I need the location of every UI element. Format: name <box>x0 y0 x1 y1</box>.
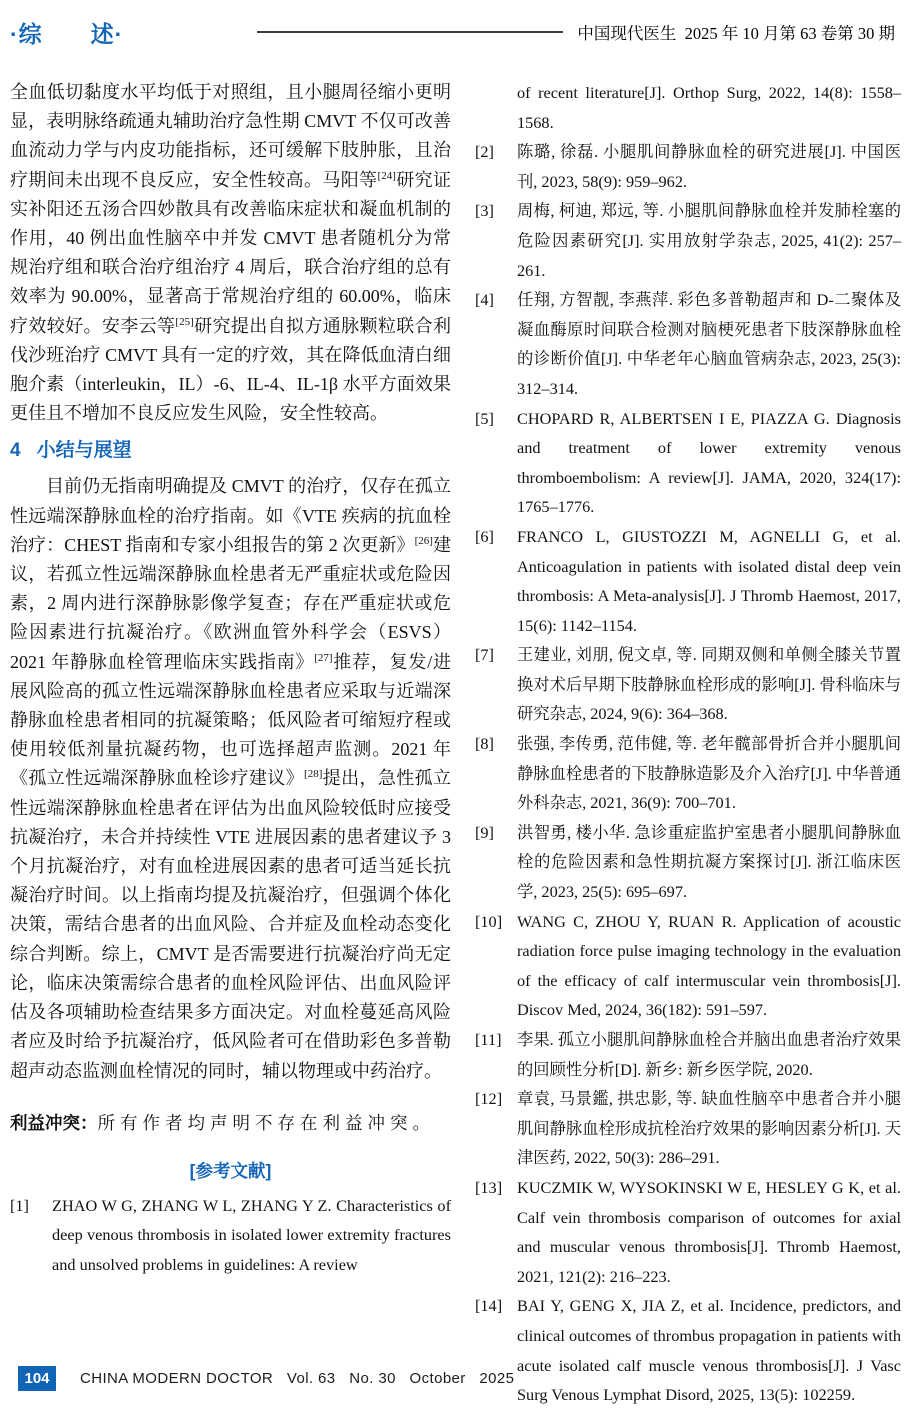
reference-number: [1] <box>10 1195 29 1215</box>
reference-number: [8] <box>475 734 494 754</box>
reference-item <box>475 1025 901 1084</box>
reference-item <box>475 1084 901 1173</box>
text-run: 目前仍无指南明确提及 CMVT 的治疗，仅存在孤立性远端深静脉血栓的治疗指南。如《VTE 疾病的抗血栓治疗：CHEST 指南和专家小组报告的第 2 次更新》 <box>10 476 451 555</box>
reference-item <box>475 907 901 1025</box>
reference-item <box>475 1291 901 1409</box>
reference-text: KUCZMIK W, WYSOKINSKI W E, HESLEY G K, et al. Calf vein thrombosis comparison of outcomes for axial and muscular venous thrombosis[J]. Thromb Haemost, 2021, 121(2): 216–223. <box>517 1177 901 1286</box>
reference-item <box>475 196 901 285</box>
conflict-of-interest-statement <box>10 1108 451 1138</box>
reference-number: [10] <box>475 911 503 931</box>
reference-continuation-line: of recent literature[J]. Orthop Surg, 2022, 14(8): 1558–1568. <box>517 83 901 132</box>
reference-item <box>475 640 901 729</box>
citation-superscript: [24] <box>377 169 396 182</box>
citation-superscript: [28] <box>304 768 323 781</box>
header-divider-line <box>257 31 563 33</box>
reference-text: 章袁, 马景鑑, 拱忠影, 等. 缺血性脑卒中患者合并小腿肌间静脉血栓形成抗栓治疗效果的影响因素分析[J]. 天津医药, 2022, 50(3): 286–291. <box>517 1089 901 1168</box>
reference-number: [12] <box>475 1089 503 1109</box>
reference-item <box>475 522 901 640</box>
journal-issue-info: 中国现代医生 2025 年 10 月第 63 卷第 30 期 <box>577 24 895 43</box>
reference-number: [3] <box>475 201 494 221</box>
left-column <box>10 78 451 1410</box>
reference-number: [13] <box>475 1177 503 1197</box>
references-heading: [参考文献] <box>189 1160 272 1181</box>
reference-number: [4] <box>475 290 494 310</box>
reference-number: [9] <box>475 822 494 842</box>
footer-journal-line: CHINA MODERN DOCTOR Vol. 63 No. 30 October 2025 <box>80 1369 515 1387</box>
reference-item <box>475 1173 901 1291</box>
reference-text: WANG C, ZHOU Y, RUAN R. Application of acoustic radiation force pulse imaging technology in the evaluation of the efficacy of calf intermuscular vein thrombosis[J]. Discov Med, 2024, 36(182): 591–597. <box>517 911 901 1020</box>
reference-number: [14] <box>475 1296 503 1316</box>
section-heading <box>10 438 451 464</box>
reference-number: [7] <box>475 645 494 665</box>
page-header <box>10 14 895 50</box>
right-column <box>475 78 901 1410</box>
reference-list-left <box>10 1191 451 1280</box>
reference-text: 陈璐, 徐磊. 小腿肌间静脉血栓的研究进展[J]. 中国医刊, 2023, 58(9): 959–962. <box>517 142 901 191</box>
text-run: 建议，若孤立性远端深静脉血栓患者无严重症状或危险因素，2 周内进行深静脉影像学复查；存在严重症状或危险因素进行抗凝治疗。《欧洲血管外科学会（ESVS）2021 年静脉血栓管理临床实践指南》 <box>10 534 452 672</box>
reference-text: 任翔, 方智靓, 李燕萍. 彩色多普勒超声和 D-二聚体及凝血酶原时间联合检测对脑梗死患者下肢深静脉血栓的诊断价值[J]. 中华老年心脑血管病杂志, 2023, 25(3): 312–314. <box>517 290 901 398</box>
citation-superscript: [27] <box>314 651 333 664</box>
reference-number: [11] <box>475 1030 502 1049</box>
conflict-label: 利益冲突： <box>10 1112 98 1133</box>
reference-text: 王建业, 刘朋, 倪文卓, 等. 同期双侧和单侧全膝关节置换对术后早期下肢静脉血栓形成的影响[J]. 骨科临床与研究杂志, 2024, 9(6): 364–368. <box>517 645 901 724</box>
two-column-body <box>10 78 901 1410</box>
page-footer <box>10 1364 514 1392</box>
page-number-badge: 104 <box>18 1366 56 1391</box>
section-title: 小结与展望 <box>36 440 132 462</box>
reference-text: 周梅, 柯迪, 郑远, 等. 小腿肌间静脉血栓并发肺栓塞的危险因素研究[J]. 实用放射学杂志, 2025, 41(2): 257–261. <box>517 201 901 280</box>
reference-item <box>475 285 901 403</box>
text-run: 研究证实补阳还五汤合四妙散具有改善临床症状和凝血机制的作用，40 例出血性脑卒中并发 CMVT 患者随机分为常规治疗组和联合治疗组治疗 4 周后，联合治疗组的总有效率为 90.00%，显著高于常规治疗组的 60.00%，临床疗效较好。安李云等 <box>10 169 452 336</box>
reference-text: ZHAO W G, ZHANG W L, ZHANG Y Z. Characteristics of deep venous thrombosis in isolated lower extremity fractures and unsolved problems in guidelines: A review <box>52 1195 451 1274</box>
body-paragraph-continued <box>10 78 451 428</box>
reference-text: 李果. 孤立小腿肌间静脉血栓合并脑出血患者治疗效果的回顾性分析[D]. 新乡: 新乡医学院, 2020. <box>517 1030 901 1079</box>
reference-list-right <box>475 137 901 1410</box>
reference-text: BAI Y, GENG X, JIA Z, et al. Incidence, predictors, and clinical outcomes of thrombus propagation in patients with acute isolated calf muscle venous thrombosis[J]. J Vasc Surg Venous Lymphat Disord, 2025, 13(5): 102259. <box>517 1296 901 1405</box>
reference-item <box>475 404 901 522</box>
text-run: 提出，急性孤立性远端深静脉血栓患者在评估为出血风险较低时应接受抗凝治疗，未合并持续性 VTE 进展因素的患者建议予 3 个月抗凝治疗，对有血栓进展因素的患者可适当延长抗凝治疗时间。以上指南均提及抗凝治疗，但强调个体化决策，需结合患者的出血风险、合并症及血栓动态变化综合判断。综上，CMVT 是否需要进行抗凝治疗尚无定论，临床决策需综合患者的血栓风险评估、出血风险评估及各项辅助检查结果多方面决定。对血栓蔓延高风险者应及时给予抗凝治疗，低风险者可在借助彩色多普勒超声动态监测血栓情况的同时，辅以物理或中药治疗。 <box>10 768 451 1081</box>
citation-superscript: [25] <box>175 315 194 328</box>
text-run: 研究提出自拟方通脉颗粒联合利伐沙班治疗 CMVT 具有一定的疗效，其在降低血清白细胞介素（interleukin，IL）-6、IL-4、IL-1β 水平方面效果更佳且不增加不良反应发生风险，安全性较高。 <box>10 315 452 424</box>
reference-text: CHOPARD R, ALBERTSEN I E, PIAZZA G. Diagnosis and treatment of lower extremity venous thromboembolism: A review[J]. JAMA, 2020, 324(17): 1765–1776. <box>517 408 901 517</box>
reference-text: FRANCO L, GIUSTOZZI M, AGNELLI G, et al. Anticoagulation in patients with isolated distal deep vein thrombosis: A Meta-analysis[J]. J Thromb Haemost, 2017, 15(6): 1142–1154. <box>517 526 901 635</box>
reference-number: [6] <box>475 526 494 546</box>
column-type-label: ·综 述· <box>10 20 124 47</box>
text-run: 推荐，复发/进展风险高的孤立性远端深静脉血栓患者应采取与近端深静脉血栓患者相同的抗凝策略；低风险者可缩短疗程或使用较低剂量抗凝药物，也可选择超声监测。2021 年《孤立性远端深静脉血栓诊疗建议》 <box>10 651 451 789</box>
body-paragraph-summary <box>10 472 451 1085</box>
reference-item <box>475 729 901 818</box>
reference-item <box>475 137 901 196</box>
reference-item <box>475 818 901 907</box>
reference-number: [5] <box>475 408 494 428</box>
reference-text: 张强, 李传勇, 范伟健, 等. 老年髋部骨折合并小腿肌间静脉血栓患者的下肢静脉造影及介入治疗[J]. 中华普通外科杂志, 2021, 36(9): 700–701. <box>517 734 901 813</box>
conflict-text: 所有作者均声明不存在利益冲突。 <box>97 1112 435 1133</box>
reference-text: 洪智勇, 楼小华. 急诊重症监护室患者小腿肌间静脉血栓的危险因素和急性期抗凝方案探讨[J]. 浙江临床医学, 2023, 25(5): 695–697. <box>517 822 901 902</box>
section-number: 4 <box>10 440 21 462</box>
reference-number: [2] <box>475 142 494 162</box>
text-run: 全血低切黏度水平均低于对照组，且小腿周径缩小更明显，表明脉络疏通丸辅助治疗急性期 CMVT 不仅可改善血流动力学与内皮功能指标，还可缓解下肢肿胀，且治疗期间未出现不良反应，安全性较高。马阳等 <box>10 82 451 190</box>
reference-item <box>10 1191 451 1280</box>
citation-superscript: [26] <box>414 534 433 547</box>
